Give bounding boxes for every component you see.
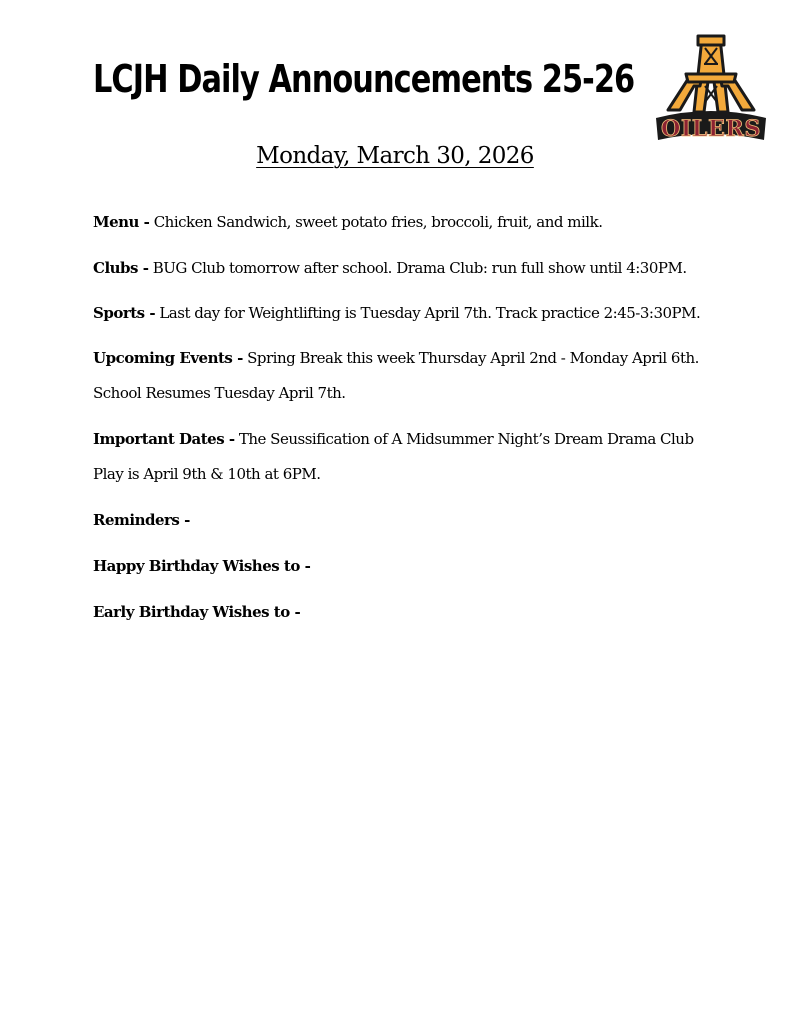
sports-label: Sports - xyxy=(93,304,156,322)
important-dates-text-2: Play is April 9th & 10th at 6PM. xyxy=(93,465,321,483)
early-birthday-label: Early Birthday Wishes to - xyxy=(93,603,301,621)
clubs-label: Clubs - xyxy=(93,259,149,277)
clubs-text: BUG Club tomorrow after school. Drama Club: run full show until 4:30PM. xyxy=(152,259,687,277)
upcoming-events-text: Spring Break this week Thursday April 2nd - Monday April 6th. xyxy=(247,349,699,367)
important-dates-text: The Seussification of A Midsummer Night’s Dream Drama Club xyxy=(238,430,694,448)
birthday-label: Happy Birthday Wishes to - xyxy=(93,557,311,575)
sports-text: Last day for Weightlifting is Tuesday April 7th. Track practice 2:45-3:30PM. xyxy=(159,304,701,322)
important-dates-section xyxy=(93,422,713,492)
reminders-label: Reminders - xyxy=(93,511,190,529)
clubs-section xyxy=(93,251,713,286)
sports-section xyxy=(93,296,713,331)
important-dates-label: Important Dates - xyxy=(93,430,235,448)
page-title: LCJH Daily Announcements 25-26 xyxy=(93,57,635,101)
menu-label: Menu - xyxy=(93,213,150,231)
oilers-logo xyxy=(650,34,772,144)
oilers-wordmark: OILERS xyxy=(661,116,761,142)
reminders-section xyxy=(93,503,713,538)
announcement-date: Monday, March 30, 2026 xyxy=(256,143,534,169)
upcoming-events-label: Upcoming Events - xyxy=(93,349,243,367)
menu-text: Chicken Sandwich, sweet potato fries, broccoli, fruit, and milk. xyxy=(153,213,603,231)
upcoming-events-section xyxy=(93,341,713,411)
birthday-section xyxy=(93,549,713,584)
menu-section xyxy=(93,205,713,240)
upcoming-events-text-2: School Resumes Tuesday April 7th. xyxy=(93,384,346,402)
early-birthday-section xyxy=(93,595,713,630)
